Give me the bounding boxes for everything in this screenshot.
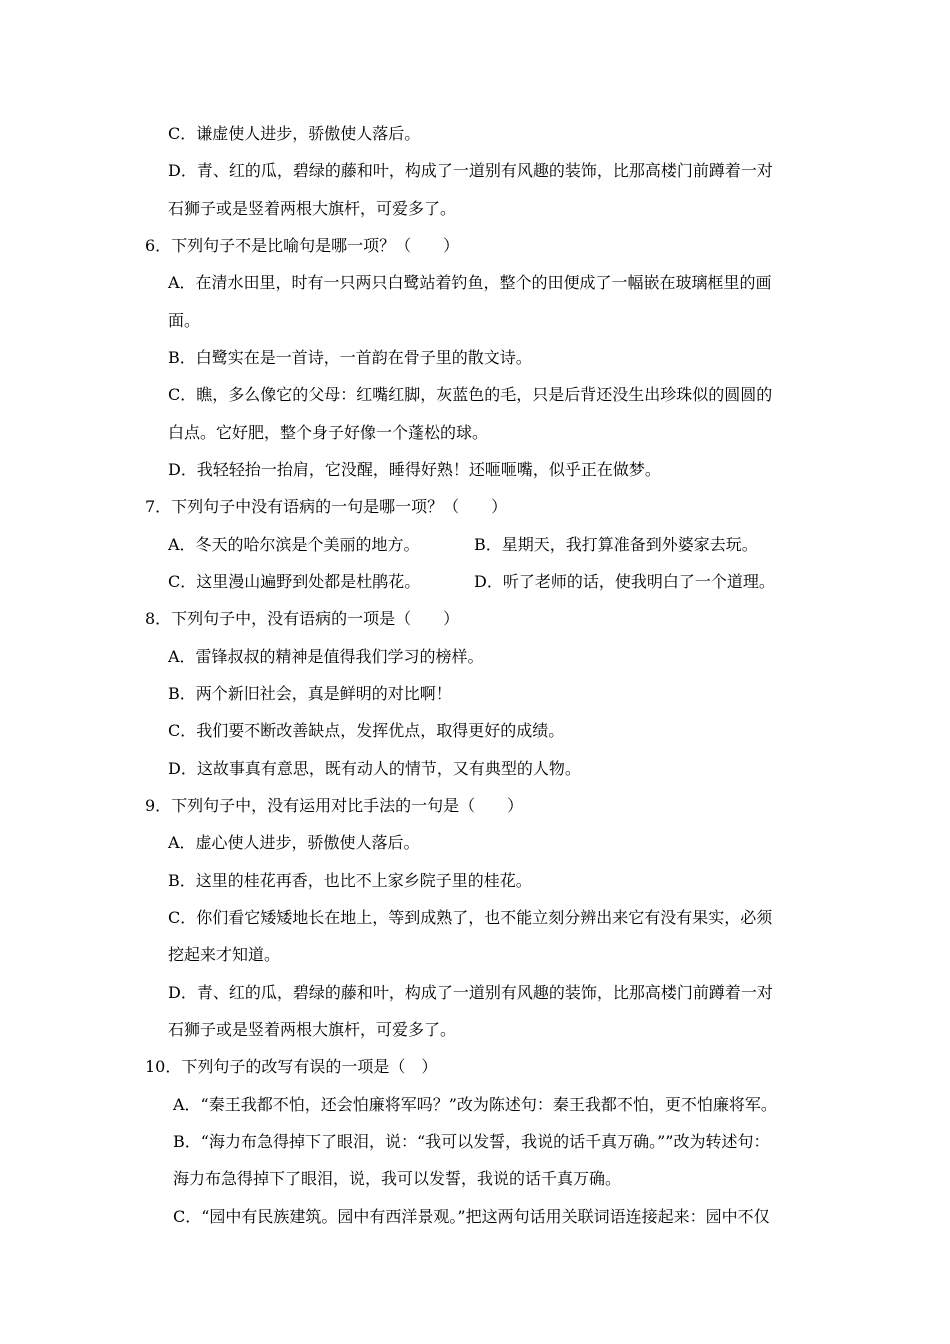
q9-option-d: D．青、红的瓜，碧绿的藤和叶，构成了一道别有风趣的装饰，比那高楼门前蹲着一对 xyxy=(168,983,773,1002)
q6-option-c: C．瞧，多么像它的父母：红嘴红脚，灰蓝色的毛，只是后背还没生出珍珠似的圆圆的 xyxy=(168,385,773,404)
q5-option-c: C．谦虚使人进步，骄傲使人落后。 xyxy=(168,124,421,143)
q5-option-d-cont: 石狮子或是竖着两根大旗杆，可爱多了。 xyxy=(168,199,457,218)
q10-option-b-cont: 海力布急得掉下了眼泪，说，我可以发誓，我说的话千真万确。 xyxy=(173,1169,622,1188)
q6-option-d: D．我轻轻抬一抬肩，它没醒，睡得好熟！还咂咂嘴，似乎正在做梦。 xyxy=(168,460,661,479)
q6-option-a-cont: 面。 xyxy=(168,311,201,330)
question-9: 9．下列句子中，没有运用对比手法的一句是（ ） xyxy=(145,796,524,815)
q6-option-b: B．白鹭实在是一首诗，一首韵在骨子里的散文诗。 xyxy=(168,348,532,367)
q6-option-a: A．在清水田里，时有一只两只白鹭站着钓鱼，整个的田便成了一幅嵌在玻璃框里的画 xyxy=(168,273,772,292)
q9-option-c-cont: 挖起来才知道。 xyxy=(168,945,281,964)
q10-option-b: B．“海力布急得掉下了眼泪，说：“我可以发誓，我说的话千真万确。””改为转述句： xyxy=(173,1132,770,1151)
q7-option-b: B．星期天，我打算准备到外婆家去玩。 xyxy=(474,535,758,554)
q9-option-d-cont: 石狮子或是竖着两根大旗杆，可爱多了。 xyxy=(168,1020,457,1039)
question-8: 8．下列句子中，没有语病的一项是（ ） xyxy=(145,609,460,628)
question-10: 10．下列句子的改写有误的一项是（ ） xyxy=(145,1057,438,1076)
q8-option-a: A．雷锋叔叔的精神是值得我们学习的榜样。 xyxy=(168,647,484,666)
q9-option-b: B．这里的桂花再香，也比不上家乡院子里的桂花。 xyxy=(168,871,532,890)
q8-option-b: B．两个新旧社会，真是鲜明的对比啊！ xyxy=(168,684,452,703)
q7-option-a: A．冬天的哈尔滨是个美丽的地方。 xyxy=(168,535,420,554)
q5-option-d: D．青、红的瓜，碧绿的藤和叶，构成了一道别有风趣的装饰，比那高楼门前蹲着一对 xyxy=(168,161,773,180)
q6-option-c-cont: 白点。它好肥，整个身子好像一个蓬松的球。 xyxy=(168,423,489,442)
q10-option-c: C．“园中有民族建筑。园中有西洋景观。”把这两句话用关联词语连接起来：园中不仅 xyxy=(173,1207,770,1226)
question-7: 7．下列句子中没有语病的一句是哪一项？（ ） xyxy=(145,497,508,516)
question-6: 6．下列句子不是比喻句是哪一项？（ ） xyxy=(145,236,460,255)
q9-option-a: A．虚心使人进步，骄傲使人落后。 xyxy=(168,833,420,852)
q8-option-c: C．我们要不断改善缺点，发挥优点，取得更好的成绩。 xyxy=(168,721,565,740)
q7-option-c: C．这里漫山遍野到处都是杜鹃花。 xyxy=(168,572,421,591)
q10-option-a: A．“秦王我都不怕，还会怕廉将军吗？”改为陈述句：秦王我都不怕，更不怕廉将军。 xyxy=(173,1095,777,1114)
q8-option-d: D．这故事真有意思，既有动人的情节，又有典型的人物。 xyxy=(168,759,581,778)
q9-option-c: C．你们看它矮矮地长在地上，等到成熟了，也不能立刻分辨出来它有没有果实，必须 xyxy=(168,908,773,927)
q7-option-d: D．听了老师的话，使我明白了一个道理。 xyxy=(474,572,775,591)
